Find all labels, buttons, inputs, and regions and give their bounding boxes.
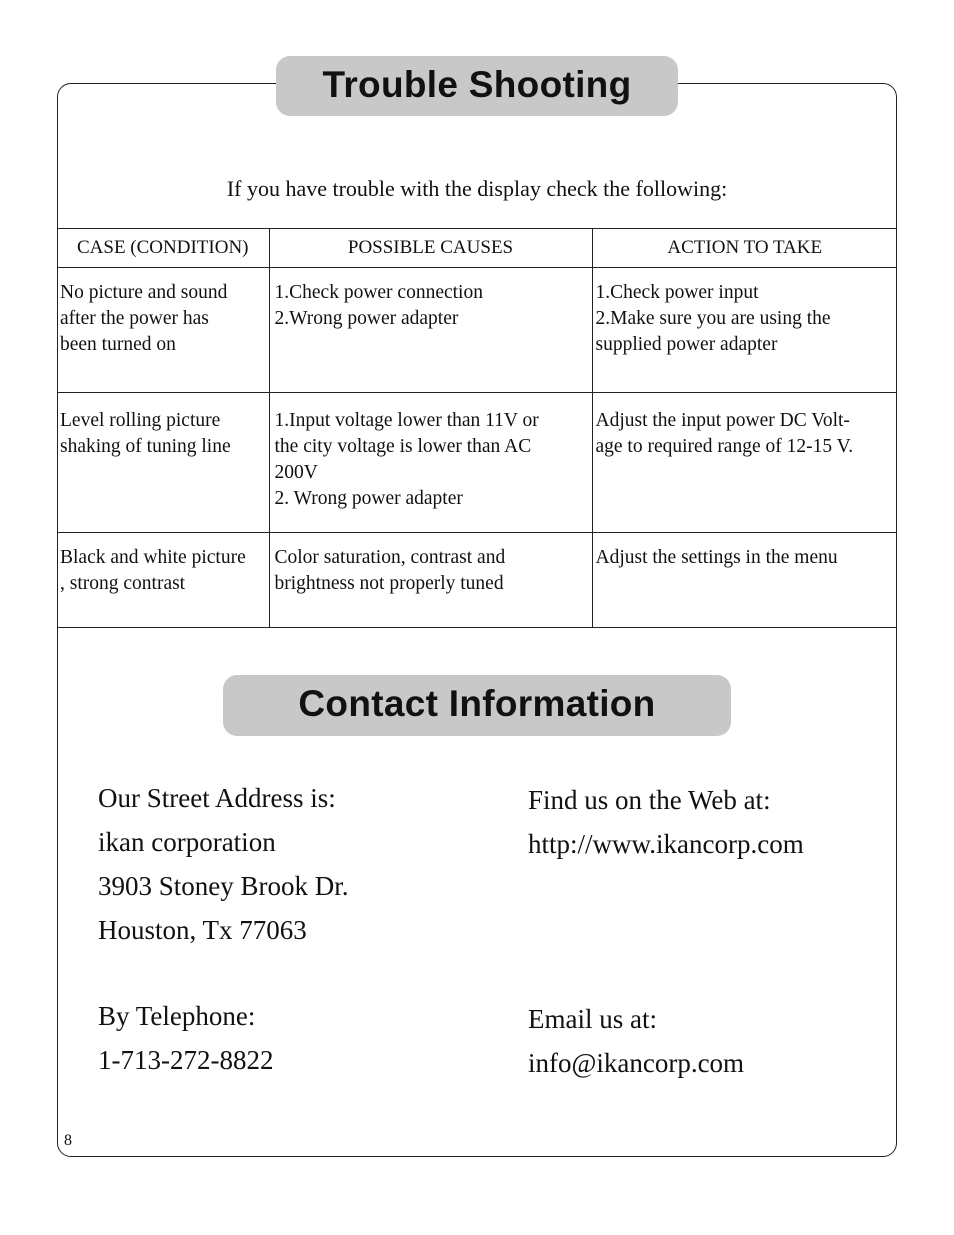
street-line: 3903 Stoney Brook Dr. [98, 871, 349, 901]
causes-text: 1.Check power connection 2.Wrong power adapter [274, 282, 483, 329]
table-cell-causes [269, 393, 592, 533]
web-label: Find us on the Web at: [528, 785, 771, 815]
city-line: Houston, Tx 77063 [98, 915, 307, 945]
table-row [57, 268, 897, 393]
email-link[interactable]: info@ikancorp.com [528, 1048, 745, 1078]
action-text: 1.Check power input 2.Make sure you are using the supplied power adapter [595, 282, 831, 355]
table-cell-case [57, 268, 269, 393]
case-text: Level rolling picture shaking of tuning line [60, 410, 231, 457]
table-cell-case [57, 393, 269, 533]
header-case: CASE (CONDITION) [57, 229, 269, 268]
case-text: No picture and sound after the power has been turned on [60, 282, 228, 355]
contact-information-heading: Contact Information [223, 675, 731, 736]
causes-text: Color saturation, contrast and brightness not properly tuned [274, 547, 506, 594]
header-action: ACTION TO TAKE [592, 229, 897, 268]
address-label: Our Street Address is: [98, 783, 336, 813]
email-label: Email us at: [528, 1004, 657, 1034]
web-block [528, 778, 804, 866]
page-number: 8 [64, 1132, 72, 1149]
intro-text: If you have trouble with the display check the following: [226, 176, 728, 201]
table-cell-case [57, 533, 269, 628]
street-address-block [98, 776, 349, 952]
case-text: Black and white picture , strong contrast [60, 547, 246, 594]
website-link[interactable]: http://www.ikancorp.com [528, 829, 804, 859]
company-name: ikan corporation [98, 827, 276, 857]
action-text: Adjust the input power DC Volt- age to required range of 12-15 V. [595, 410, 854, 457]
table-cell-action [592, 393, 897, 533]
telephone-block [98, 994, 273, 1082]
table-cell-causes [269, 533, 592, 628]
trouble-shooting-heading: Trouble Shooting [276, 56, 678, 116]
header-causes: POSSIBLE CAUSES [269, 229, 592, 268]
table-cell-action [592, 268, 897, 393]
email-block [528, 997, 744, 1085]
telephone-label: By Telephone: [98, 1001, 256, 1031]
table-cell-action [592, 533, 897, 628]
causes-text: 1.Input voltage lower than 11V or the city voltage is lower than AC 200V 2. Wrong power adapter [274, 410, 539, 509]
table-cell-causes [269, 268, 592, 393]
action-text: Adjust the settings in the menu [595, 547, 838, 568]
table-row [57, 533, 897, 628]
troubleshooting-table [57, 228, 897, 628]
telephone-number: 1-713-272-8822 [98, 1045, 274, 1075]
table-row [57, 393, 897, 533]
table-header-row [57, 229, 897, 268]
